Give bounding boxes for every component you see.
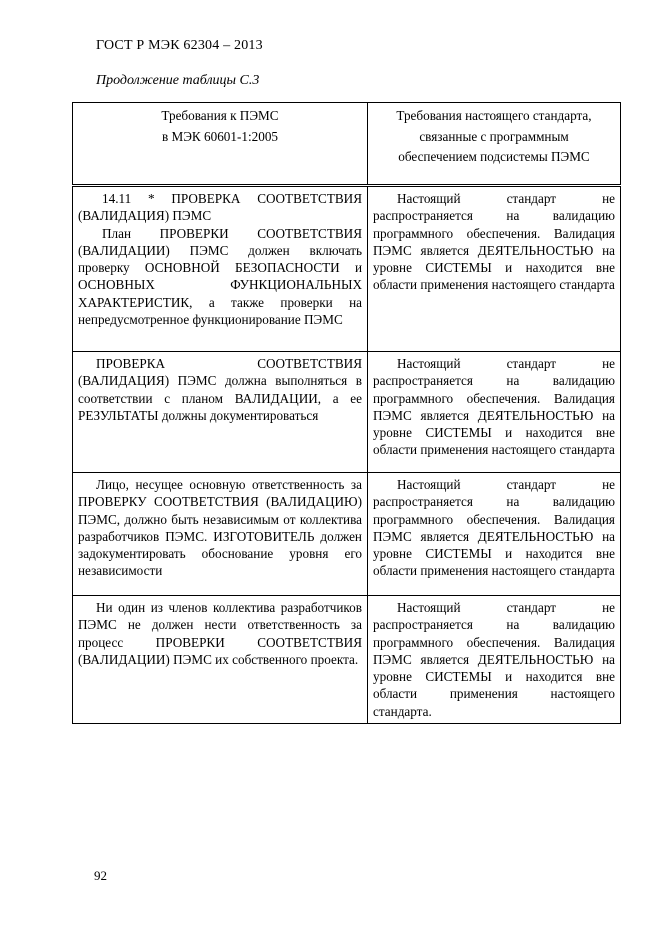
column-header-standard xyxy=(368,103,621,186)
page-number: 92 xyxy=(94,868,107,883)
requirements-table xyxy=(72,102,621,724)
clause-title: 14.11 * ПРОВЕРКА СООТВЕТСТВИЯ (ВАЛИДАЦИЯ) ПЭМС xyxy=(78,191,362,224)
requirement-cell xyxy=(73,186,368,352)
table-row xyxy=(73,352,621,473)
requirement-text: План ПРОВЕРКИ СООТВЕТСТВИЯ (ВАЛИДАЦИИ) ПЭМС должен включать проверку ОСНОВНОЙ БЕЗОПАСНОСТИ и ОСНОВНЫХ ФУНКЦИОНАЛЬНЫХ ХАРАКТЕРИСТИК, а также проверки на непредусмотренное функционирование ПЭМС xyxy=(78,225,362,328)
table-continuation-caption: Продолжение таблицы С.3 xyxy=(96,73,260,88)
requirement-text: Ни один из членов коллектива разработчиков ПЭМС не должен нести ответственность за процесс ПРОВЕРКИ СООТВЕТСТВИЯ (ВАЛИДАЦИИ) ПЭМС их собственного проекта. xyxy=(78,600,362,667)
header-line: Требования к ПЭМС xyxy=(161,108,279,123)
header-line: связанные с программным xyxy=(419,128,569,144)
requirement-cell xyxy=(73,473,368,596)
table-header-row xyxy=(73,103,621,186)
header-line: в МЭК 60601-1:2005 xyxy=(161,128,279,144)
document-header: ГОСТ Р МЭК 62304 – 2013 xyxy=(96,38,263,53)
requirement-cell xyxy=(73,352,368,473)
standard-response-cell: Настоящий стандарт не распространяется на валидацию программного обеспечения. Валидация ПЭМС является ДЕЯТЕЛЬНОСТЬЮ на уровне СИСТЕМЫ и находится вне области применения настоящего стандарта xyxy=(368,186,621,352)
standard-response-cell: Настоящий стандарт не распространяется на валидацию программного обеспечения. Валидация ПЭМС является ДЕЯТЕЛЬНОСТЬЮ на уровне СИСТЕМЫ и находится вне области применения настоящего стандарта xyxy=(368,473,621,596)
table-row xyxy=(73,473,621,596)
header-line: Требования настоящего стандарта, xyxy=(396,108,592,123)
header-line: обеспечением подсистемы ПЭМС xyxy=(398,149,590,164)
standard-response-cell: Настоящий стандарт не распространяется на валидацию программного обеспечения. Валидация ПЭМС является ДЕЯТЕЛЬНОСТЬЮ на уровне СИСТЕМЫ и находится вне области применения настоящего стандарта. xyxy=(368,596,621,724)
table-row xyxy=(73,186,621,352)
requirement-text: ПРОВЕРКА СООТВЕТСТВИЯ (ВАЛИДАЦИЯ) ПЭМС должна выполняться в соответствии с планом ВАЛИДАЦИИ, а ее РЕЗУЛЬТАТЫ должны документироваться xyxy=(78,356,362,423)
table-row xyxy=(73,596,621,724)
requirement-text: Лицо, несущее основную ответственность за ПРОВЕРКУ СООТВЕТСТВИЯ (ВАЛИДАЦИЮ) ПЭМС, должно быть независимым от коллектива разработчиков ПЭМС. ИЗГОТОВИТЕЛЬ должен задокументировать обоснование уровня его независимости xyxy=(78,477,362,579)
standard-response-cell: Настоящий стандарт не распространяется на валидацию программного обеспечения. Валидация ПЭМС является ДЕЯТЕЛЬНОСТЬЮ на уровне СИСТЕМЫ и находится вне области применения настоящего стандарта xyxy=(368,352,621,473)
column-header-iec60601 xyxy=(73,103,368,186)
requirement-cell xyxy=(73,596,368,724)
